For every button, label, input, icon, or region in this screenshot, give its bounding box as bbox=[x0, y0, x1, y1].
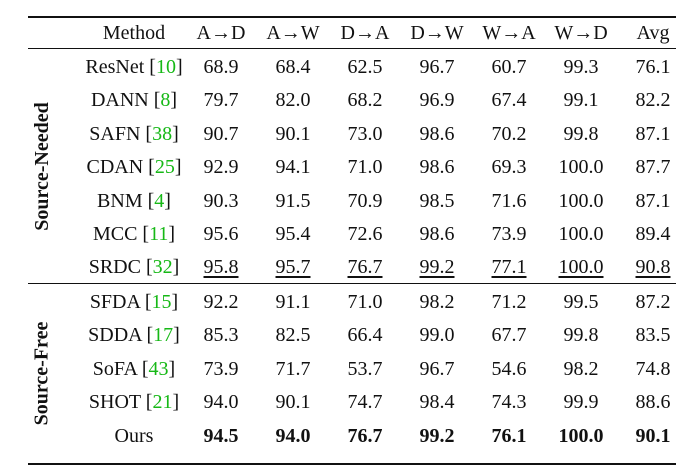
table-row bbox=[28, 150, 676, 184]
value-cell: 73.9 bbox=[491, 223, 527, 245]
value-cell: 72.6 bbox=[347, 223, 383, 245]
value-cell: 73.0 bbox=[347, 122, 383, 145]
value-cell: 79.7 bbox=[203, 89, 239, 112]
value-cell: 99.0 bbox=[419, 324, 455, 347]
value-cell: 92.2 bbox=[203, 291, 239, 313]
method-name-cell: CDAN [25] bbox=[86, 156, 182, 179]
citation-link[interactable]: 10 bbox=[155, 56, 176, 78]
table-row bbox=[28, 50, 676, 84]
value-cell: 87.7 bbox=[635, 156, 671, 179]
value-cell: 99.2 bbox=[419, 256, 455, 279]
method-name: SHOT bbox=[88, 391, 141, 414]
value-cell: 71.2 bbox=[491, 291, 527, 313]
header-task: A→D bbox=[196, 22, 246, 44]
method-name-cell: ResNet [10] bbox=[85, 56, 183, 78]
value-cell: 95.6 bbox=[203, 223, 239, 245]
value-cell: 69.3 bbox=[491, 156, 527, 179]
value-cell: 99.2 bbox=[419, 424, 455, 447]
value-cell: 87.1 bbox=[635, 189, 671, 212]
table-row bbox=[28, 250, 676, 284]
value-cell: 94.5 bbox=[203, 424, 239, 447]
method-name: BNM bbox=[97, 189, 143, 212]
header-task: W→A bbox=[482, 22, 536, 44]
citation-link[interactable]: 38 bbox=[152, 122, 173, 145]
header-row bbox=[28, 16, 676, 50]
value-cell: 90.3 bbox=[203, 189, 239, 212]
method-name: SRDC bbox=[88, 256, 141, 279]
value-cell: 77.1 bbox=[491, 256, 527, 279]
method-name: MCC bbox=[92, 223, 138, 245]
value-cell: 95.7 bbox=[275, 256, 311, 279]
value-cell: 71.0 bbox=[347, 291, 383, 313]
header-method: Method bbox=[102, 22, 166, 44]
citation-link[interactable]: 15 bbox=[151, 291, 172, 313]
citation-link[interactable]: 11 bbox=[149, 223, 169, 245]
table-row bbox=[28, 117, 676, 151]
bottom-rule bbox=[28, 463, 676, 465]
value-cell: 74.3 bbox=[491, 391, 527, 414]
value-cell: 100.0 bbox=[558, 189, 604, 212]
value-cell: 91.5 bbox=[275, 189, 311, 212]
value-cell: 94.0 bbox=[275, 424, 311, 447]
value-cell: 90.1 bbox=[635, 424, 671, 447]
value-cell: 62.5 bbox=[347, 56, 383, 78]
value-cell: 89.4 bbox=[635, 223, 671, 245]
value-cell: 71.0 bbox=[347, 156, 383, 179]
header-avg: Avg bbox=[636, 22, 670, 44]
value-cell: 85.3 bbox=[203, 324, 239, 347]
method-name-cell: SFDA [15] bbox=[89, 291, 179, 313]
value-cell: 99.9 bbox=[563, 391, 599, 414]
citation-link[interactable]: 17 bbox=[153, 324, 174, 347]
value-cell: 96.9 bbox=[419, 89, 455, 112]
value-cell: 90.1 bbox=[275, 122, 311, 145]
citation-link[interactable]: 25 bbox=[154, 156, 175, 179]
value-cell: 87.2 bbox=[635, 291, 671, 313]
value-cell: 98.6 bbox=[419, 223, 455, 245]
value-cell: 99.5 bbox=[563, 291, 599, 313]
value-cell: 76.1 bbox=[635, 56, 671, 78]
value-cell: 98.2 bbox=[419, 291, 455, 313]
value-cell: 60.7 bbox=[491, 56, 527, 78]
method-name: SAFN bbox=[89, 122, 141, 145]
value-cell: 87.1 bbox=[635, 122, 671, 145]
value-cell: 92.9 bbox=[203, 156, 239, 179]
method-name-cell: SDDA [17] bbox=[88, 324, 180, 347]
value-cell: 98.4 bbox=[419, 391, 455, 414]
value-cell: 71.7 bbox=[275, 357, 311, 380]
value-cell: 83.5 bbox=[635, 324, 671, 347]
citation-link[interactable]: 32 bbox=[152, 256, 173, 279]
value-cell: 98.6 bbox=[419, 156, 455, 179]
value-cell: 90.7 bbox=[203, 122, 239, 145]
value-cell: 76.1 bbox=[491, 424, 527, 447]
method-name: DANN bbox=[90, 89, 149, 112]
value-cell: 76.7 bbox=[347, 424, 383, 447]
header-task: A→W bbox=[266, 22, 320, 44]
value-cell: 98.6 bbox=[419, 122, 455, 145]
value-cell: 82.0 bbox=[275, 89, 311, 112]
value-cell: 54.6 bbox=[491, 357, 527, 380]
method-name-cell: SoFA [43] bbox=[92, 357, 176, 380]
method-name: SFDA bbox=[89, 291, 140, 313]
value-cell: 100.0 bbox=[558, 424, 604, 447]
value-cell: 74.7 bbox=[347, 391, 383, 414]
method-name: SoFA bbox=[92, 357, 137, 380]
value-cell: 68.2 bbox=[347, 89, 383, 112]
method-name-cell: SAFN [38] bbox=[89, 122, 179, 145]
value-cell: 100.0 bbox=[558, 256, 604, 279]
value-cell: 98.2 bbox=[563, 357, 599, 380]
header-task: W→D bbox=[554, 22, 608, 44]
table-row bbox=[28, 352, 676, 386]
table-row bbox=[28, 285, 676, 319]
method-name-cell: BNM [4] bbox=[97, 189, 171, 212]
value-cell: 88.6 bbox=[635, 391, 671, 414]
value-cell: 98.5 bbox=[419, 189, 455, 212]
value-cell: 67.7 bbox=[491, 324, 527, 347]
citation-link[interactable]: 8 bbox=[160, 89, 171, 112]
value-cell: 82.2 bbox=[635, 89, 671, 112]
header-task: D→W bbox=[410, 22, 464, 44]
group-label-source-free: Source-Free bbox=[30, 321, 53, 425]
value-cell: 71.6 bbox=[491, 189, 527, 212]
method-name-cell: MCC [11] bbox=[92, 223, 176, 245]
header-rule bbox=[28, 48, 676, 49]
value-cell: 82.5 bbox=[275, 324, 311, 347]
value-cell: 76.7 bbox=[347, 256, 383, 279]
value-cell: 66.4 bbox=[347, 324, 383, 347]
table-row bbox=[28, 184, 676, 218]
value-cell: 68.4 bbox=[275, 56, 311, 78]
table-row bbox=[28, 217, 676, 251]
value-cell: 99.3 bbox=[563, 56, 599, 78]
value-cell: 94.1 bbox=[275, 156, 311, 179]
group-divider-rule bbox=[28, 283, 676, 284]
value-cell: 91.1 bbox=[275, 291, 311, 313]
value-cell: 73.9 bbox=[203, 357, 239, 380]
value-cell: 70.2 bbox=[491, 122, 527, 145]
citation-link[interactable]: 4 bbox=[154, 189, 165, 212]
value-cell: 68.9 bbox=[203, 56, 239, 78]
method-name: ResNet bbox=[85, 56, 145, 78]
value-cell: 96.7 bbox=[419, 357, 455, 380]
value-cell: 90.8 bbox=[635, 256, 671, 279]
method-name: SDDA bbox=[88, 324, 142, 347]
method-name: Ours bbox=[114, 424, 154, 447]
method-name-cell: SHOT [21] bbox=[88, 391, 180, 414]
value-cell: 96.7 bbox=[419, 56, 455, 78]
value-cell: 100.0 bbox=[558, 156, 604, 179]
table-row bbox=[28, 318, 676, 352]
table-row bbox=[28, 83, 676, 117]
header-task: D→A bbox=[340, 22, 390, 44]
value-cell: 95.8 bbox=[203, 256, 239, 279]
value-cell: 53.7 bbox=[347, 357, 383, 380]
value-cell: 100.0 bbox=[558, 223, 604, 245]
table-row bbox=[28, 419, 676, 453]
value-cell: 67.4 bbox=[491, 89, 527, 112]
value-cell: 99.1 bbox=[563, 89, 599, 112]
citation-link[interactable]: 43 bbox=[148, 357, 169, 380]
value-cell: 94.0 bbox=[203, 391, 239, 414]
group-label-source-needed: Source-Needed bbox=[30, 101, 53, 231]
method-name: CDAN bbox=[86, 156, 144, 179]
table-row bbox=[28, 385, 676, 419]
value-cell: 90.1 bbox=[275, 391, 311, 414]
value-cell: 99.8 bbox=[563, 324, 599, 347]
value-cell: 70.9 bbox=[347, 189, 383, 212]
value-cell: 74.8 bbox=[635, 357, 671, 380]
value-cell: 95.4 bbox=[275, 223, 311, 245]
method-name-cell: DANN [8] bbox=[90, 89, 178, 112]
value-cell: 99.8 bbox=[563, 122, 599, 145]
citation-link[interactable]: 21 bbox=[152, 391, 173, 414]
method-name-cell: SRDC [32] bbox=[88, 256, 180, 279]
